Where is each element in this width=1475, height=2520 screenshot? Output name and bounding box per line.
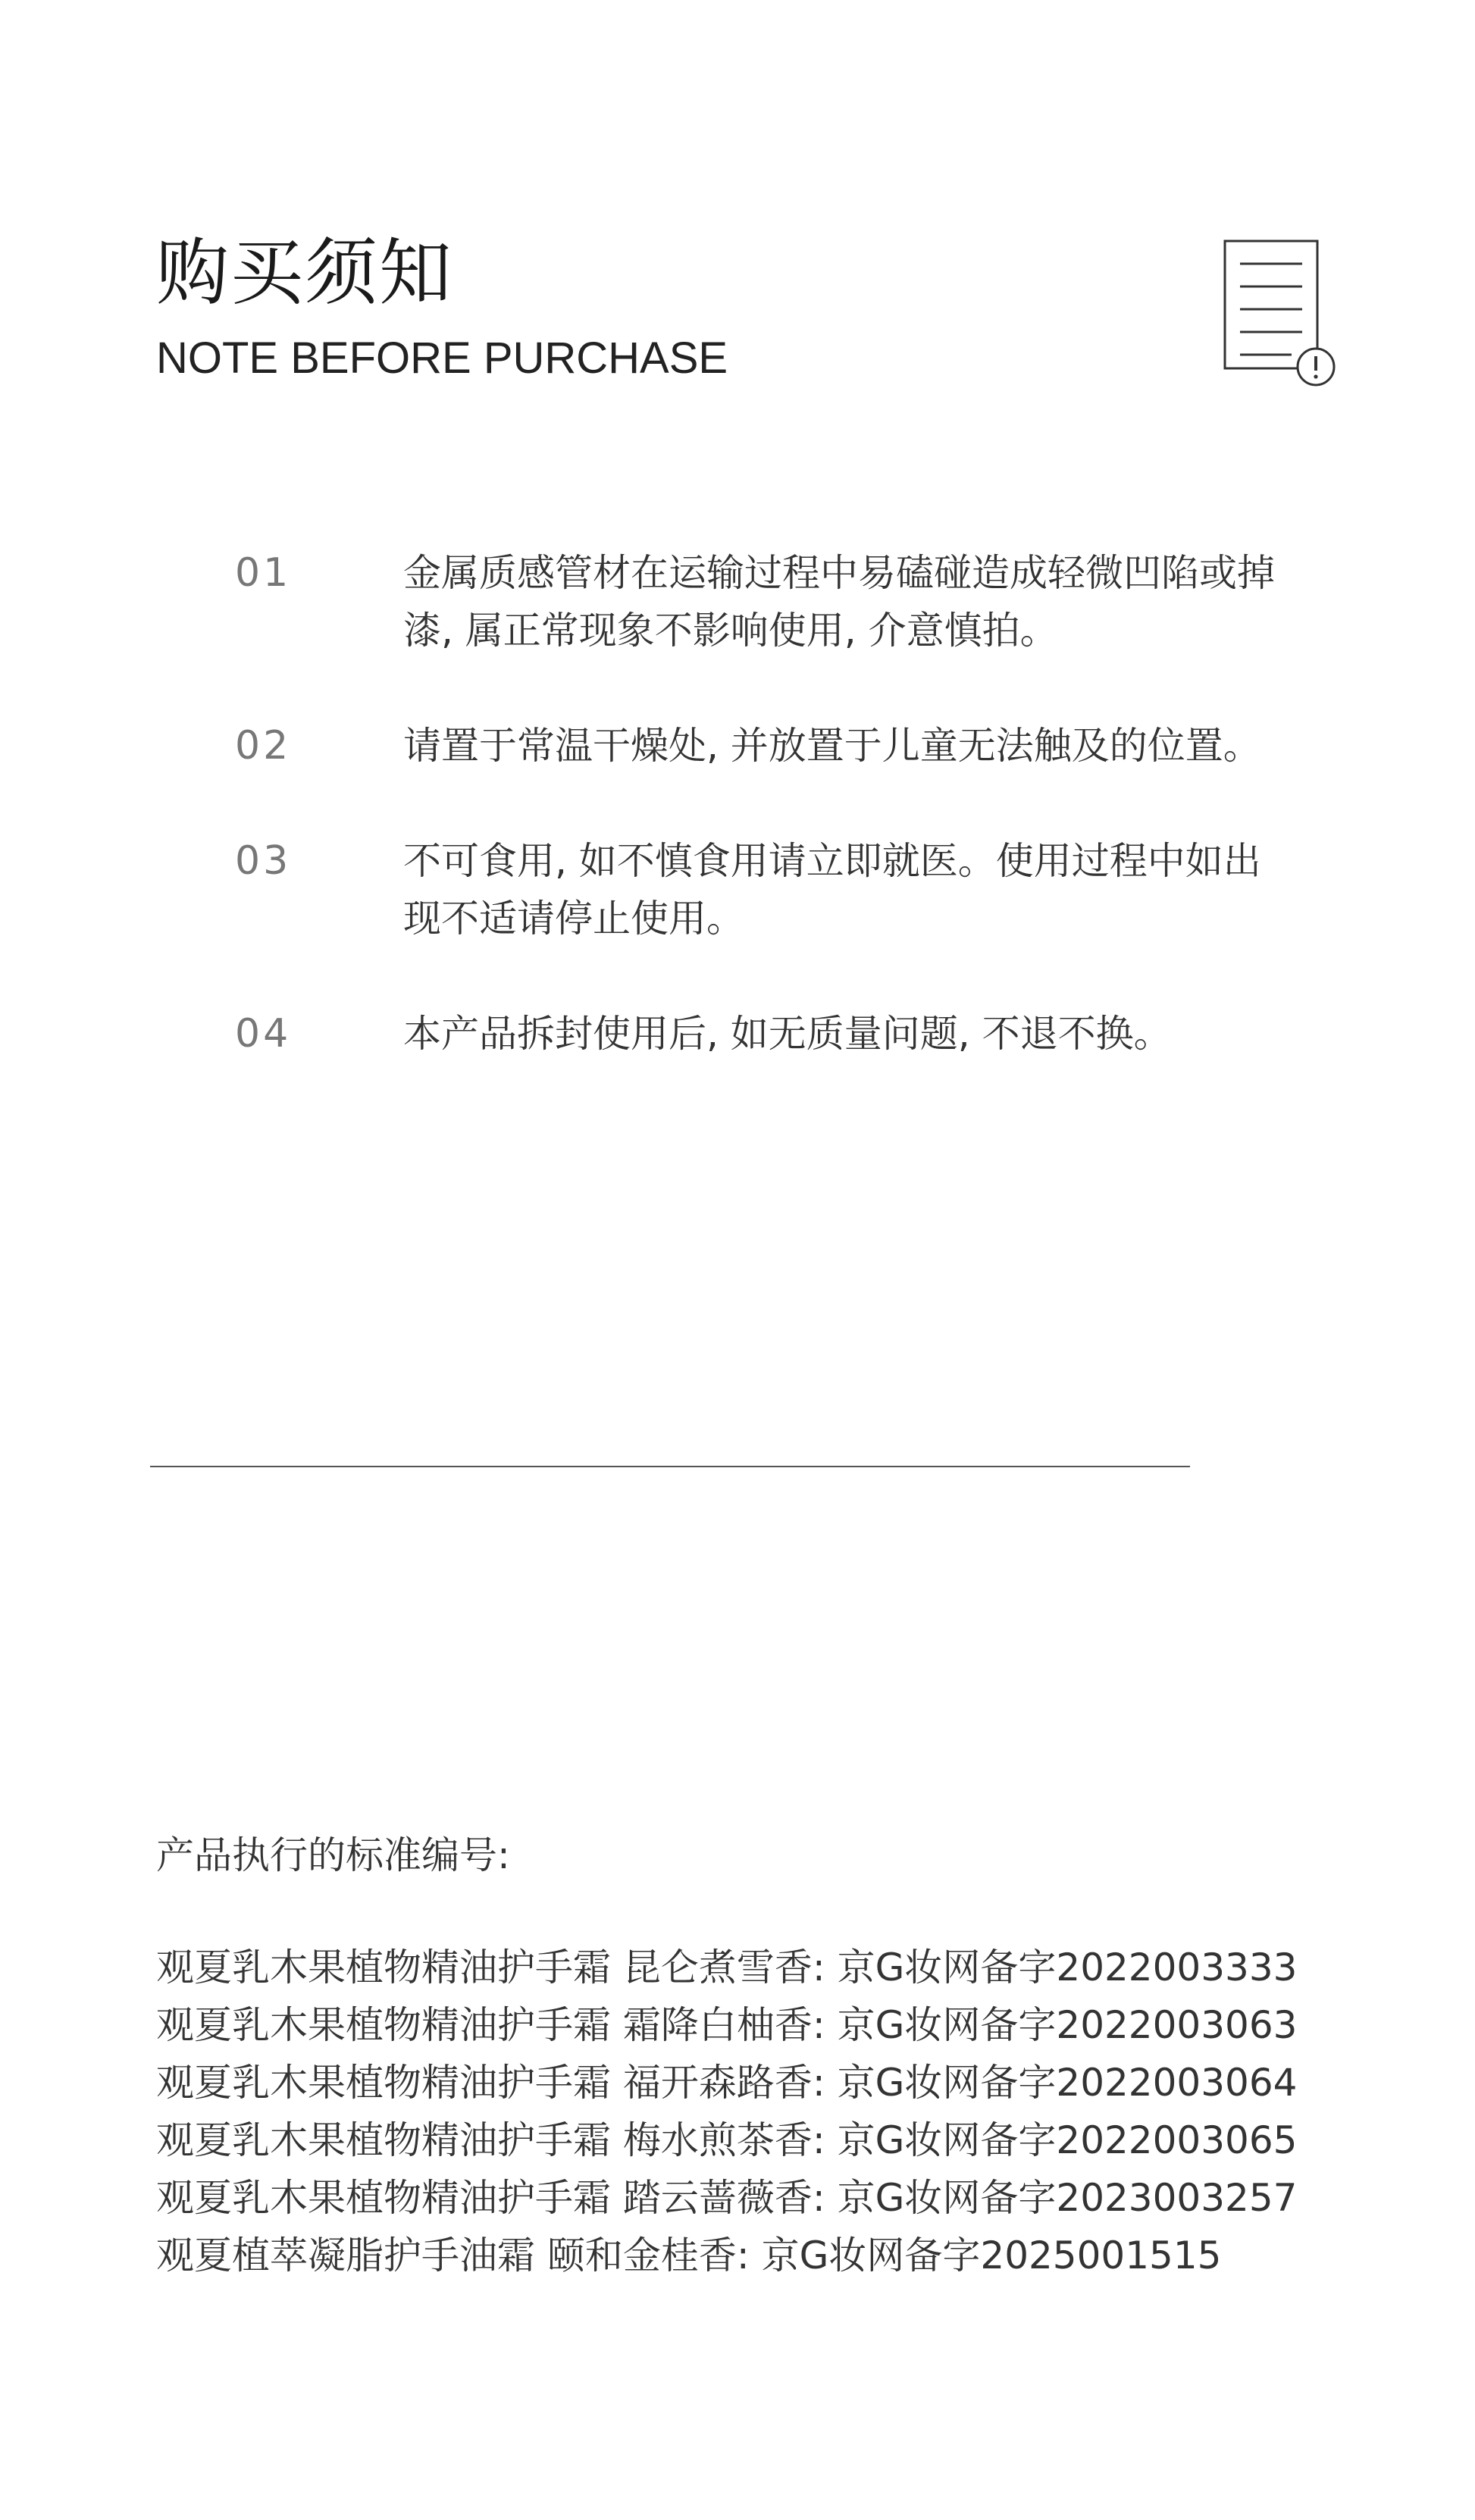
page-subtitle: NOTE BEFORE PURCHASE — [156, 333, 728, 383]
standard-line: 观夏乳木果植物精油护手霜 福开森路香: 京G妆网备字2022003064 — [156, 2061, 1298, 2105]
standard-line: 观夏乳木果植物精油护手霜 霜降白柚香: 京G妆网备字2022003063 — [156, 2003, 1298, 2047]
standards-heading: 产品执行的标准编号: — [156, 1833, 510, 1877]
standard-line: 观夏植萃凝脂护手油霜 颐和金桂香: 京G妆网备字2025001515 — [156, 2234, 1222, 2277]
document-warning-icon — [1223, 238, 1345, 390]
note-number: 02 — [235, 723, 292, 769]
note-text: 不可食用, 如不慎食用请立即就医。使用过程中如出现不适请停止使用。 — [403, 839, 1261, 941]
standard-line: 观夏乳木果植物精油护手霜 踏云蔷薇香: 京G妆网备字2023003257 — [156, 2176, 1298, 2220]
note-number: 01 — [235, 550, 292, 596]
standards-list — [156, 1939, 1445, 2284]
note-number: 04 — [235, 1011, 292, 1057]
standard-line: 观夏乳木果植物精油护手霜 昆仑煮雪香: 京G妆网备字2022003333 — [156, 1946, 1298, 1989]
note-number: 03 — [235, 838, 292, 884]
note-text: 金属质感管材在运输过程中易磕碰造成轻微凹陷或掉漆, 属正常现象不影响使用, 介意慎拍。 — [403, 551, 1275, 653]
section-divider — [150, 1466, 1190, 1467]
standard-line: 观夏乳木果植物精油护手霜 梅水煎茶香: 京G妆网备字2022003065 — [156, 2118, 1298, 2162]
note-text: 本产品拆封使用后, 如无质量问题, 不退不换。 — [403, 1012, 1172, 1056]
note-text: 请置于常温干燥处, 并放置于儿童无法触及的位置。 — [403, 724, 1261, 768]
page-title: 购买须知 — [156, 230, 453, 315]
